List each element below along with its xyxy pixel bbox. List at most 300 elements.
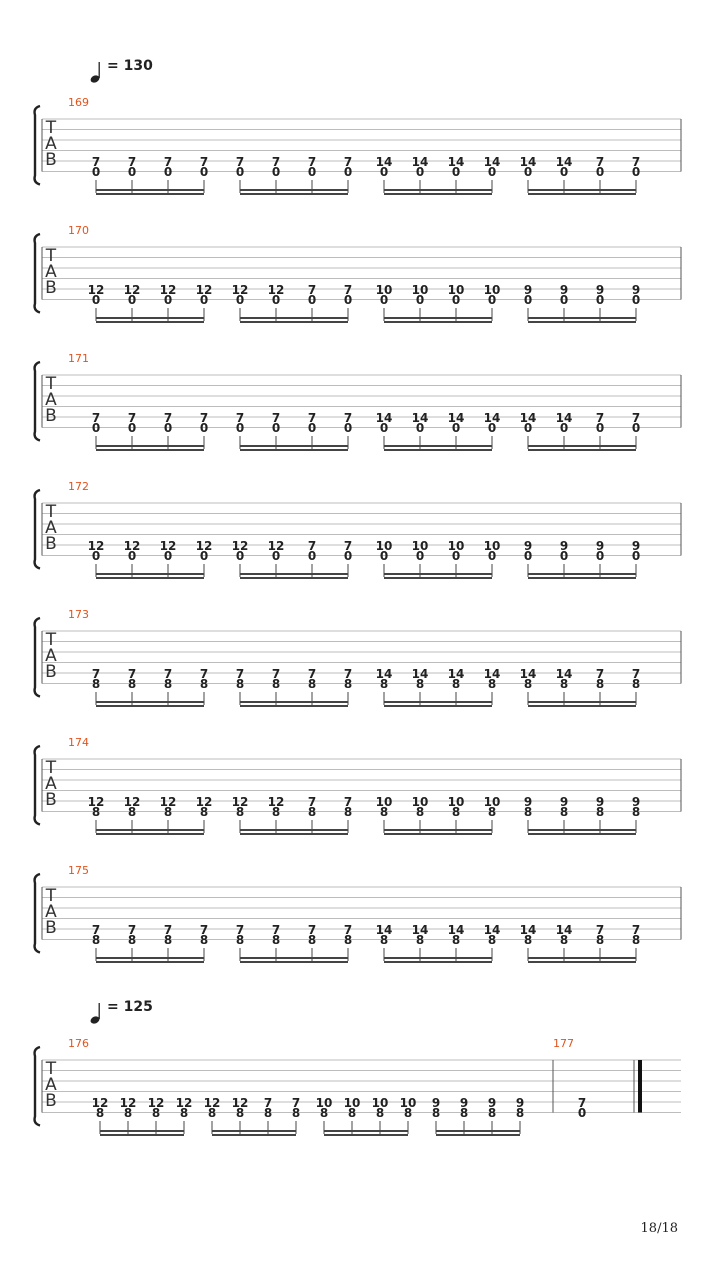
fret-number: 9	[631, 539, 641, 553]
fret-number: 8	[523, 805, 533, 819]
fret-number: 7	[235, 155, 245, 169]
fret-number: 10	[375, 795, 393, 809]
fret-number: 7	[163, 411, 173, 425]
fret-number: 7	[235, 411, 245, 425]
fret-number: 10	[375, 283, 393, 297]
tab-clef-letter: A	[45, 518, 57, 538]
fret-number: 0	[307, 165, 317, 179]
fret-number: 12	[195, 283, 213, 297]
tab-clef-letter: A	[45, 262, 57, 282]
fret-number: 0	[307, 421, 317, 435]
beam	[528, 321, 636, 323]
system-bracket	[35, 746, 40, 825]
beam	[384, 701, 492, 703]
fret-number: 8	[235, 933, 245, 947]
tab-clef-letter: T	[45, 374, 57, 394]
fret-number: 8	[403, 1106, 413, 1120]
fret-number: 8	[595, 805, 605, 819]
fret-number: 0	[523, 549, 533, 563]
fret-number: 7	[595, 667, 605, 681]
fret-number: 7	[595, 923, 605, 937]
beam	[528, 573, 636, 575]
fret-number: 0	[415, 421, 425, 435]
fret-number: 8	[523, 933, 533, 947]
beam	[96, 961, 204, 963]
fret-number: 0	[559, 549, 569, 563]
beam	[240, 189, 348, 191]
fret-number: 7	[343, 795, 353, 809]
system-bracket	[35, 106, 40, 185]
fret-number: 0	[91, 293, 101, 307]
fret-number: 8	[199, 805, 209, 819]
fret-number: 14	[411, 155, 429, 169]
fret-number: 7	[307, 283, 317, 297]
fret-number: 0	[559, 421, 569, 435]
fret-number: 9	[631, 283, 641, 297]
fret-number: 0	[379, 549, 389, 563]
measure-number: 170	[68, 224, 89, 237]
fret-number: 9	[595, 539, 605, 553]
fret-number: 14	[447, 923, 465, 937]
fret-number: 8	[375, 1106, 385, 1120]
fret-number: 7	[199, 411, 209, 425]
fret-number: 14	[483, 667, 501, 681]
fret-number: 0	[451, 421, 461, 435]
fret-number: 12	[175, 1096, 193, 1110]
fret-number: 12	[231, 539, 249, 553]
beam	[100, 1134, 184, 1136]
fret-number: 14	[375, 155, 393, 169]
fret-number: 7	[577, 1096, 587, 1110]
fret-number: 10	[447, 795, 465, 809]
fret-number: 12	[123, 539, 141, 553]
fret-number: 0	[523, 421, 533, 435]
beam	[528, 961, 636, 963]
fret-number: 10	[411, 539, 429, 553]
beam	[96, 957, 204, 959]
fret-number: 12	[87, 283, 105, 297]
fret-number: 0	[91, 165, 101, 179]
fret-number: 8	[235, 805, 245, 819]
tab-clef-letter: B	[45, 406, 57, 426]
fret-number: 14	[447, 667, 465, 681]
fret-number: 14	[519, 667, 537, 681]
beam	[528, 193, 636, 195]
fret-number: 12	[123, 283, 141, 297]
beam	[384, 189, 492, 191]
beam	[240, 321, 348, 323]
beam	[324, 1134, 408, 1136]
beam	[240, 317, 348, 319]
beam	[324, 1130, 408, 1132]
fret-number: 14	[375, 923, 393, 937]
fret-number: 0	[271, 293, 281, 307]
fret-number: 8	[271, 805, 281, 819]
fret-number: 12	[159, 795, 177, 809]
fret-number: 0	[91, 421, 101, 435]
final-barline-thick	[638, 1060, 642, 1113]
fret-number: 14	[555, 411, 573, 425]
page-number: 18/18	[640, 1221, 678, 1236]
tab-clef-letter: B	[45, 278, 57, 298]
fret-number: 7	[271, 923, 281, 937]
beam	[96, 189, 204, 191]
fret-number: 14	[411, 923, 429, 937]
fret-number: 8	[631, 933, 641, 947]
fret-number: 7	[127, 411, 137, 425]
fret-number: 14	[555, 923, 573, 937]
beam	[96, 701, 204, 703]
fret-number: 8	[415, 677, 425, 691]
fret-number: 0	[235, 549, 245, 563]
fret-number: 9	[459, 1096, 469, 1110]
measure-number: 169	[68, 96, 89, 109]
fret-number: 7	[199, 155, 209, 169]
fret-number: 7	[631, 667, 641, 681]
fret-number: 0	[199, 549, 209, 563]
beam	[240, 573, 348, 575]
tab-clef-letter: A	[45, 134, 57, 154]
fret-number: 8	[379, 677, 389, 691]
measure-number: 171	[68, 352, 89, 365]
beam	[96, 449, 204, 451]
tab-clef-letter: T	[45, 118, 57, 138]
fret-number: 9	[559, 539, 569, 553]
fret-number: 12	[195, 795, 213, 809]
beam	[384, 321, 492, 323]
fret-number: 8	[343, 805, 353, 819]
fret-number: 7	[199, 667, 209, 681]
fret-number: 7	[271, 411, 281, 425]
beam	[96, 321, 204, 323]
tab-clef-letter: T	[45, 1059, 57, 1079]
beam	[240, 449, 348, 451]
beam	[96, 833, 204, 835]
fret-number: 0	[379, 165, 389, 179]
fret-number: 7	[291, 1096, 301, 1110]
fret-number: 12	[159, 539, 177, 553]
fret-number: 14	[411, 667, 429, 681]
fret-number: 14	[411, 411, 429, 425]
fret-number: 0	[199, 421, 209, 435]
beam	[96, 577, 204, 579]
fret-number: 8	[127, 677, 137, 691]
fret-number: 7	[307, 411, 317, 425]
fret-number: 0	[199, 293, 209, 307]
fret-number: 7	[631, 923, 641, 937]
measure-number: 173	[68, 608, 89, 621]
tab-clef-letter: A	[45, 1075, 57, 1095]
tab-clef-letter: A	[45, 390, 57, 410]
measure-number: 177	[553, 1037, 574, 1050]
beam	[240, 957, 348, 959]
fret-number: 8	[235, 1106, 245, 1120]
fret-number: 0	[271, 421, 281, 435]
fret-number: 7	[343, 411, 353, 425]
system-bracket	[35, 1047, 40, 1126]
fret-number: 0	[271, 165, 281, 179]
fret-number: 0	[487, 293, 497, 307]
fret-number: 7	[343, 539, 353, 553]
beam	[384, 829, 492, 831]
fret-number: 0	[415, 165, 425, 179]
fret-number: 10	[411, 795, 429, 809]
fret-number: 0	[631, 165, 641, 179]
fret-number: 10	[315, 1096, 333, 1110]
measure-number: 176	[68, 1037, 89, 1050]
tab-clef-letter: B	[45, 790, 57, 810]
fret-number: 8	[207, 1106, 217, 1120]
fret-number: 0	[595, 549, 605, 563]
fret-number: 0	[595, 165, 605, 179]
fret-number: 12	[267, 539, 285, 553]
beam	[240, 445, 348, 447]
fret-number: 0	[559, 293, 569, 307]
fret-number: 8	[631, 677, 641, 691]
fret-number: 7	[271, 667, 281, 681]
beam	[528, 577, 636, 579]
measure-number: 174	[68, 736, 89, 749]
fret-number: 9	[523, 283, 533, 297]
fret-number: 8	[559, 677, 569, 691]
fret-number: 7	[595, 411, 605, 425]
fret-number: 8	[415, 805, 425, 819]
beam	[240, 193, 348, 195]
fret-number: 10	[399, 1096, 417, 1110]
fret-number: 0	[631, 549, 641, 563]
fret-number: 7	[163, 667, 173, 681]
fret-number: 8	[319, 1106, 329, 1120]
fret-number: 0	[91, 549, 101, 563]
system-bracket	[35, 234, 40, 313]
fret-number: 0	[163, 293, 173, 307]
fret-number: 8	[347, 1106, 357, 1120]
beam	[436, 1134, 520, 1136]
fret-number: 8	[459, 1106, 469, 1120]
fret-number: 0	[487, 421, 497, 435]
beam	[240, 701, 348, 703]
fret-number: 10	[343, 1096, 361, 1110]
fret-number: 0	[523, 165, 533, 179]
fret-number: 7	[235, 923, 245, 937]
fret-number: 7	[307, 155, 317, 169]
tempo-marking: = 130	[107, 58, 153, 74]
fret-number: 12	[195, 539, 213, 553]
fret-number: 10	[447, 539, 465, 553]
beam	[384, 445, 492, 447]
fret-number: 0	[415, 549, 425, 563]
beam	[96, 573, 204, 575]
beam	[240, 961, 348, 963]
fret-number: 8	[127, 805, 137, 819]
fret-number: 8	[595, 677, 605, 691]
fret-number: 0	[235, 165, 245, 179]
fret-number: 7	[163, 155, 173, 169]
beam	[384, 833, 492, 835]
fret-number: 0	[631, 293, 641, 307]
beam	[384, 577, 492, 579]
fret-number: 8	[451, 933, 461, 947]
fret-number: 10	[483, 539, 501, 553]
fret-number: 0	[307, 293, 317, 307]
fret-number: 14	[483, 411, 501, 425]
beam	[240, 829, 348, 831]
fret-number: 8	[487, 677, 497, 691]
fret-number: 10	[447, 283, 465, 297]
fret-number: 8	[179, 1106, 189, 1120]
fret-number: 0	[127, 165, 137, 179]
fret-number: 12	[147, 1096, 165, 1110]
beam	[528, 449, 636, 451]
fret-number: 0	[271, 549, 281, 563]
fret-number: 12	[231, 283, 249, 297]
beam	[528, 445, 636, 447]
fret-number: 0	[343, 293, 353, 307]
fret-number: 9	[559, 795, 569, 809]
fret-number: 7	[343, 667, 353, 681]
fret-number: 8	[379, 933, 389, 947]
beam	[384, 961, 492, 963]
fret-number: 12	[231, 1096, 249, 1110]
beam	[240, 833, 348, 835]
fret-number: 14	[519, 923, 537, 937]
fret-number: 8	[127, 933, 137, 947]
fret-number: 8	[487, 933, 497, 947]
fret-number: 0	[127, 293, 137, 307]
fret-number: 12	[267, 795, 285, 809]
fret-number: 8	[559, 805, 569, 819]
fret-number: 8	[199, 933, 209, 947]
fret-number: 7	[127, 667, 137, 681]
fret-number: 9	[595, 283, 605, 297]
beam	[528, 701, 636, 703]
beam	[528, 189, 636, 191]
fret-number: 7	[91, 411, 101, 425]
fret-number: 0	[379, 421, 389, 435]
fret-number: 8	[307, 805, 317, 819]
tab-clef-letter: B	[45, 150, 57, 170]
tab-clef-letter: B	[45, 534, 57, 554]
fret-number: 0	[127, 421, 137, 435]
fret-number: 8	[163, 805, 173, 819]
fret-number: 10	[483, 795, 501, 809]
fret-number: 0	[595, 293, 605, 307]
fret-number: 0	[163, 165, 173, 179]
tab-clef-letter: A	[45, 902, 57, 922]
fret-number: 0	[235, 421, 245, 435]
fret-number: 0	[451, 549, 461, 563]
fret-number: 9	[595, 795, 605, 809]
fret-number: 0	[127, 549, 137, 563]
fret-number: 0	[235, 293, 245, 307]
fret-number: 9	[487, 1096, 497, 1110]
beam	[96, 829, 204, 831]
fret-number: 8	[307, 677, 317, 691]
fret-number: 14	[447, 155, 465, 169]
fret-number: 12	[123, 795, 141, 809]
fret-number: 0	[199, 165, 209, 179]
fret-number: 7	[199, 923, 209, 937]
fret-number: 8	[379, 805, 389, 819]
fret-number: 8	[95, 1106, 105, 1120]
fret-number: 8	[263, 1106, 273, 1120]
tab-clef-letter: T	[45, 502, 57, 522]
fret-number: 7	[343, 923, 353, 937]
fret-number: 8	[271, 933, 281, 947]
fret-number: 9	[523, 539, 533, 553]
fret-number: 7	[163, 923, 173, 937]
fret-number: 7	[235, 667, 245, 681]
tab-clef-letter: T	[45, 886, 57, 906]
system-bracket	[35, 618, 40, 697]
fret-number: 7	[307, 923, 317, 937]
beam	[384, 957, 492, 959]
system-bracket	[35, 874, 40, 953]
fret-number: 7	[307, 539, 317, 553]
beam	[240, 705, 348, 707]
fret-number: 9	[515, 1096, 525, 1110]
beam	[240, 577, 348, 579]
fret-number: 8	[163, 933, 173, 947]
beam	[528, 317, 636, 319]
beam	[384, 317, 492, 319]
fret-number: 8	[487, 1106, 497, 1120]
fret-number: 12	[91, 1096, 109, 1110]
fret-number: 0	[307, 549, 317, 563]
fret-number: 14	[375, 667, 393, 681]
fret-number: 8	[151, 1106, 161, 1120]
fret-number: 8	[307, 933, 317, 947]
tab-clef-letter: B	[45, 1091, 57, 1111]
fret-number: 9	[559, 283, 569, 297]
beam	[384, 193, 492, 195]
fret-number: 8	[515, 1106, 525, 1120]
beam	[384, 705, 492, 707]
fret-number: 12	[87, 795, 105, 809]
fret-number: 8	[291, 1106, 301, 1120]
fret-number: 8	[431, 1106, 441, 1120]
fret-number: 12	[267, 283, 285, 297]
fret-number: 0	[343, 549, 353, 563]
fret-number: 0	[559, 165, 569, 179]
fret-number: 8	[415, 933, 425, 947]
fret-number: 0	[487, 549, 497, 563]
fret-number: 8	[343, 933, 353, 947]
beam	[100, 1130, 184, 1132]
fret-number: 7	[307, 667, 317, 681]
tab-clef-letter: A	[45, 646, 57, 666]
tempo-marking: = 125	[107, 999, 153, 1015]
beam	[96, 705, 204, 707]
fret-number: 7	[271, 155, 281, 169]
fret-number: 8	[271, 677, 281, 691]
fret-number: 0	[343, 165, 353, 179]
fret-number: 8	[163, 677, 173, 691]
fret-number: 8	[487, 805, 497, 819]
beam	[96, 317, 204, 319]
tab-clef-letter: B	[45, 918, 57, 938]
tab-clef-letter: T	[45, 758, 57, 778]
tab-clef-letter: A	[45, 774, 57, 794]
tab-clef-letter: T	[45, 630, 57, 650]
fret-number: 12	[87, 539, 105, 553]
fret-number: 7	[631, 155, 641, 169]
beam	[384, 573, 492, 575]
fret-number: 7	[127, 155, 137, 169]
beam	[528, 829, 636, 831]
fret-number: 0	[595, 421, 605, 435]
fret-number: 7	[343, 155, 353, 169]
